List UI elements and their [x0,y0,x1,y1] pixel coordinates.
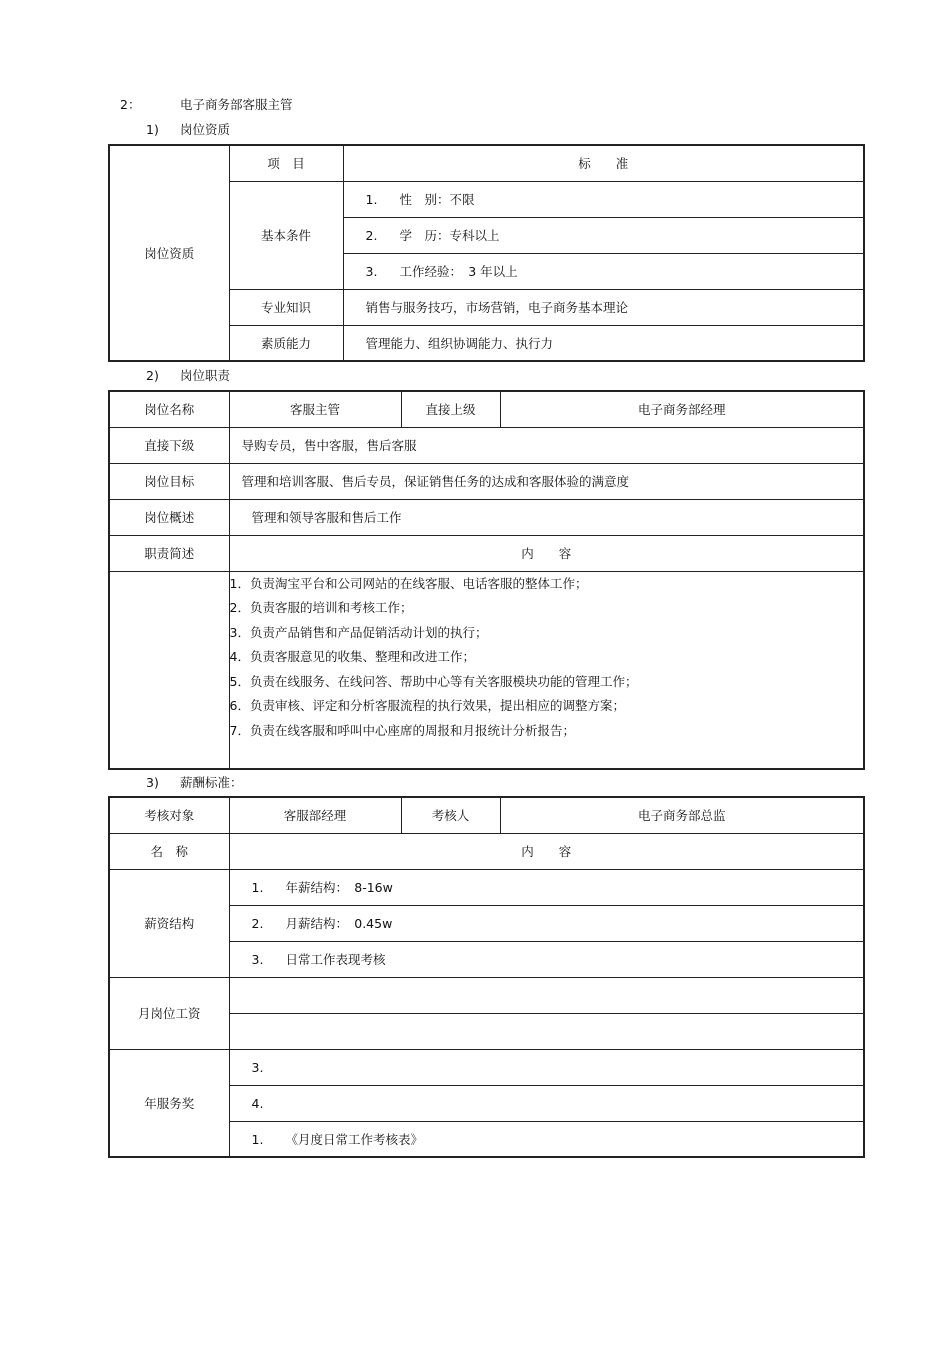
goal-label: 岗位目标 [109,463,229,499]
assessment-target-value: 客服部经理 [229,797,401,833]
qualification-side-label: 岗位资质 [109,145,229,361]
monthly-wage-cell [229,1013,864,1049]
overview-label: 岗位概述 [109,499,229,535]
part2-heading-number: 2) [146,368,159,383]
knowledge-label: 专业知识 [229,289,343,325]
part3-heading-number: 3) [146,775,159,790]
part2-heading: 岗位职责 [180,368,231,383]
assessor-value: 电子商务部总监 [500,797,864,833]
name-header: 名 称 [109,833,229,869]
basic-conditions-label: 基本条件 [229,181,343,289]
salary-item: 2. 月薪结构： 0.45w [229,905,864,941]
duty-item: 3．负责产品销售和产品促销活动计划的执行； [229,624,488,640]
assessment-target-label: 考核对象 [109,797,229,833]
duty-item: 1．负责淘宝平台和公司网站的在线客服、电话客服的整体工作； [229,575,588,591]
content-header: 内 容 [229,833,864,869]
section-title: 电子商务部客服主管 [180,97,293,112]
part1-heading-number: 1) [146,122,159,137]
monthly-wage-cell [229,977,864,1013]
salary-item: 1. 年薪结构： 8-16w [229,869,864,905]
basic-condition-item: 3. 工作经验： 3 年以上 [343,253,864,289]
goal-value: 管理和培训客服、售后专员，保证销售任务的达成和客服体验的满意度 [229,463,864,499]
duties-table [108,390,865,770]
duty-item: 4．负责客服意见的收集、整理和改进工作； [229,649,475,664]
section-number: 2： [120,97,141,112]
standard-column-header: 标 准 [343,145,864,181]
duty-item: 6．负责审核、评定和分析客服流程的执行效果，提出相应的调整方案； [229,698,625,713]
monthly-wage-label: 月岗位工资 [109,977,229,1049]
part3-heading: 薪酬标准： [180,775,243,790]
duty-item: 5．负责在线服务、在线问答、帮助中心等有关客服模块功能的管理工作； [229,673,638,689]
annual-bonus-item: 3. [229,1049,864,1085]
duty-list [229,571,864,769]
overview-value: 管理和领导客服和售后工作 [229,499,864,535]
basic-condition-item: 2. 学 历：专科以上 [343,217,864,253]
qualification-table [108,144,865,362]
post-name-label: 岗位名称 [109,391,229,427]
duty-item: 7．负责在线客服和呼叫中心座席的周报和月报统计分析报告； [229,722,575,738]
annual-bonus-label: 年服务奖 [109,1049,229,1157]
part1-heading: 岗位资质 [180,122,231,137]
salary-structure-label: 薪资结构 [109,869,229,977]
superior-value: 电子商务部经理 [500,391,864,427]
ability-value: 管理能力、组织协调能力、执行力 [343,325,864,361]
post-name-value: 客服主管 [229,391,401,427]
assessor-label: 考核人 [401,797,500,833]
superior-label: 直接上级 [401,391,500,427]
compensation-table [108,796,865,1158]
ability-label: 素质能力 [229,325,343,361]
content-header: 内 容 [229,535,864,571]
duty-summary-label: 职责简述 [109,535,229,571]
salary-item: 3. 日常工作表现考核 [229,941,864,977]
duty-item: 2．负责客服的培训和考核工作； [229,600,413,615]
duty-side-cell [109,571,229,769]
subordinate-value: 导购专员，售中客服，售后客服 [229,427,864,463]
knowledge-value: 销售与服务技巧，市场营销，电子商务基本理论 [343,289,864,325]
basic-condition-item: 1. 性 别：不限 [343,181,864,217]
annual-bonus-item: 1. 《月度日常工作考核表》 [229,1121,864,1157]
subordinate-label: 直接下级 [109,427,229,463]
annual-bonus-item: 4. [229,1085,864,1121]
item-column-header: 项 目 [229,145,343,181]
